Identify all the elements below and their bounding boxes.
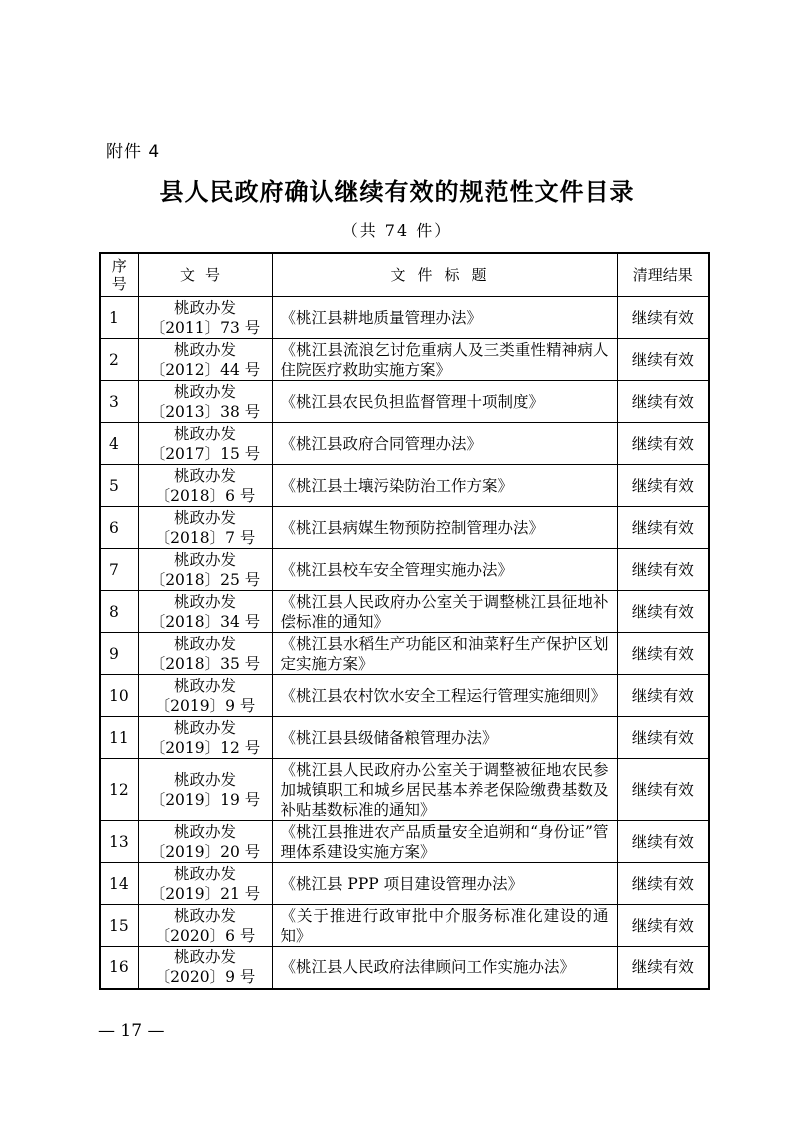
cell-doc-number (138, 821, 272, 863)
cell-result: 继续有效 (617, 549, 709, 591)
cell-doc-number (138, 381, 272, 423)
cell-doc-number (138, 759, 272, 821)
cell-seq: 15 (100, 905, 138, 947)
cell-result: 继续有效 (617, 633, 709, 675)
table-row (100, 759, 709, 821)
cell-doc-title: 《桃江县病媒生物预防控制管理办法》 (272, 507, 617, 549)
cell-doc-number (138, 549, 272, 591)
table-row (100, 591, 709, 633)
header-seq-line1: 序 (111, 257, 127, 275)
cell-doc-number (138, 507, 272, 549)
cell-seq: 9 (100, 633, 138, 675)
cell-result: 继续有效 (617, 465, 709, 507)
cell-doc-number (138, 863, 272, 905)
cell-seq: 6 (100, 507, 138, 549)
cell-result: 继续有效 (617, 947, 709, 989)
doc-number-year-serial: 〔2018〕25 号 (149, 570, 261, 589)
page-number: — 17 — (98, 1021, 165, 1041)
table-row (100, 549, 709, 591)
doc-number-year-serial: 〔2018〕35 号 (149, 654, 261, 673)
header-doc-number: 文号 (138, 253, 272, 297)
cell-doc-number (138, 423, 272, 465)
cell-seq: 5 (100, 465, 138, 507)
table-row (100, 339, 709, 381)
cell-doc-title: 《桃江县人民政府办公室关于调整被征地农民参加城镇职工和城乡居民基本养老保险缴费基数及补贴基数标准的通知》 (272, 759, 617, 821)
cell-result: 继续有效 (617, 863, 709, 905)
table-row (100, 947, 709, 989)
table-row (100, 297, 709, 339)
table-row (100, 507, 709, 549)
cell-result: 继续有效 (617, 339, 709, 381)
table-row (100, 465, 709, 507)
doc-number-year-serial: 〔2018〕7 号 (154, 528, 256, 547)
cell-doc-title: 《桃江县水稻生产功能区和油菜籽生产保护区划定实施方案》 (272, 633, 617, 675)
doc-number-issuer: 桃政办发 (173, 770, 236, 789)
table-header-row (100, 253, 709, 297)
doc-number-issuer: 桃政办发 (173, 298, 236, 317)
doc-number-year-serial: 〔2018〕34 号 (149, 612, 261, 631)
table-row (100, 717, 709, 759)
doc-number-year-serial: 〔2019〕9 号 (154, 696, 256, 715)
cell-result: 继续有效 (617, 297, 709, 339)
cell-doc-title: 《桃江县土壤污染防治工作方案》 (272, 465, 617, 507)
doc-number-year-serial: 〔2013〕38 号 (149, 402, 261, 421)
cell-doc-title: 《关于推进行政审批中介服务标准化建设的通知》 (272, 905, 617, 947)
cell-doc-title: 《桃江县人民政府法律顾问工作实施办法》 (272, 947, 617, 989)
doc-number-issuer: 桃政办发 (173, 718, 236, 737)
cell-doc-title: 《桃江县耕地质量管理办法》 (272, 297, 617, 339)
cell-doc-title: 《桃江县县级储备粮管理办法》 (272, 717, 617, 759)
doc-number-issuer: 桃政办发 (173, 634, 236, 653)
cell-result: 继续有效 (617, 717, 709, 759)
cell-seq: 14 (100, 863, 138, 905)
doc-number-year-serial: 〔2020〕6 号 (154, 926, 256, 945)
cell-result: 继续有效 (617, 381, 709, 423)
cell-seq: 11 (100, 717, 138, 759)
doc-number-year-serial: 〔2019〕19 号 (149, 790, 261, 809)
cell-doc-number (138, 339, 272, 381)
header-result: 清理结果 (617, 253, 709, 297)
cell-seq: 12 (100, 759, 138, 821)
doc-number-issuer: 桃政办发 (173, 382, 236, 401)
cell-result: 继续有效 (617, 507, 709, 549)
cell-seq: 16 (100, 947, 138, 989)
doc-number-issuer: 桃政办发 (173, 592, 236, 611)
cell-doc-number (138, 465, 272, 507)
attachment-label: 附件 4 (106, 142, 161, 162)
table-row (100, 675, 709, 717)
doc-number-year-serial: 〔2018〕6 号 (154, 486, 256, 505)
table-row (100, 633, 709, 675)
cell-seq: 2 (100, 339, 138, 381)
cell-doc-number (138, 591, 272, 633)
cell-doc-number (138, 717, 272, 759)
table-row (100, 423, 709, 465)
doc-number-issuer: 桃政办发 (173, 676, 236, 695)
cell-seq: 4 (100, 423, 138, 465)
doc-number-year-serial: 〔2019〕20 号 (149, 842, 261, 861)
doc-number-issuer: 桃政办发 (173, 424, 236, 443)
cell-doc-title: 《桃江县 PPP 项目建设管理办法》 (272, 863, 617, 905)
cell-doc-title: 《桃江县校车安全管理实施办法》 (272, 549, 617, 591)
cell-seq: 7 (100, 549, 138, 591)
header-seq (100, 253, 138, 297)
document-title: 县人民政府确认继续有效的规范性文件目录 (159, 177, 635, 206)
cell-doc-title: 《桃江县政府合同管理办法》 (272, 423, 617, 465)
table-body (100, 297, 709, 989)
table-row (100, 863, 709, 905)
cell-doc-number (138, 905, 272, 947)
cell-doc-title: 《桃江县推进农产品质量安全追朔和“身份证”管理体系建设实施方案》 (272, 821, 617, 863)
doc-number-year-serial: 〔2019〕21 号 (149, 884, 261, 903)
cell-doc-title: 《桃江县农民负担监督管理十项制度》 (272, 381, 617, 423)
cell-result: 继续有效 (617, 905, 709, 947)
cell-doc-title: 《桃江县人民政府办公室关于调整桃江县征地补偿标准的通知》 (272, 591, 617, 633)
cell-seq: 8 (100, 591, 138, 633)
doc-number-issuer: 桃政办发 (173, 864, 236, 883)
cell-seq: 3 (100, 381, 138, 423)
cell-doc-number (138, 947, 272, 989)
cell-doc-number (138, 633, 272, 675)
cell-result: 继续有效 (617, 675, 709, 717)
cell-doc-title: 《桃江县流浪乞讨危重病人及三类重性精神病人住院医疗救助实施方案》 (272, 339, 617, 381)
cell-result: 继续有效 (617, 423, 709, 465)
header-seq-line2: 号 (111, 275, 127, 293)
doc-number-year-serial: 〔2011〕73 号 (149, 318, 261, 337)
cell-seq: 1 (100, 297, 138, 339)
cell-result: 继续有效 (617, 759, 709, 821)
doc-number-issuer: 桃政办发 (173, 906, 236, 925)
doc-number-issuer: 桃政办发 (173, 550, 236, 569)
cell-doc-title: 《桃江县农村饮水安全工程运行管理实施细则》 (272, 675, 617, 717)
doc-number-year-serial: 〔2012〕44 号 (149, 360, 261, 379)
table-row (100, 821, 709, 863)
doc-number-year-serial: 〔2019〕12 号 (149, 738, 261, 757)
cell-seq: 13 (100, 821, 138, 863)
doc-number-issuer: 桃政办发 (173, 466, 236, 485)
doc-number-issuer: 桃政办发 (173, 508, 236, 527)
doc-number-year-serial: 〔2017〕15 号 (149, 444, 261, 463)
document-list-table (99, 252, 710, 990)
document-subtitle: （共 74 件） (341, 221, 453, 240)
doc-number-issuer: 桃政办发 (173, 340, 236, 359)
doc-number-issuer: 桃政办发 (173, 822, 236, 841)
cell-result: 继续有效 (617, 821, 709, 863)
table-row (100, 381, 709, 423)
doc-number-issuer: 桃政办发 (173, 948, 236, 967)
cell-doc-number (138, 297, 272, 339)
doc-number-year-serial: 〔2020〕9 号 (154, 968, 256, 987)
cell-seq: 10 (100, 675, 138, 717)
header-doc-title: 文件标题 (272, 253, 617, 297)
table-row (100, 905, 709, 947)
cell-doc-number (138, 675, 272, 717)
cell-result: 继续有效 (617, 591, 709, 633)
